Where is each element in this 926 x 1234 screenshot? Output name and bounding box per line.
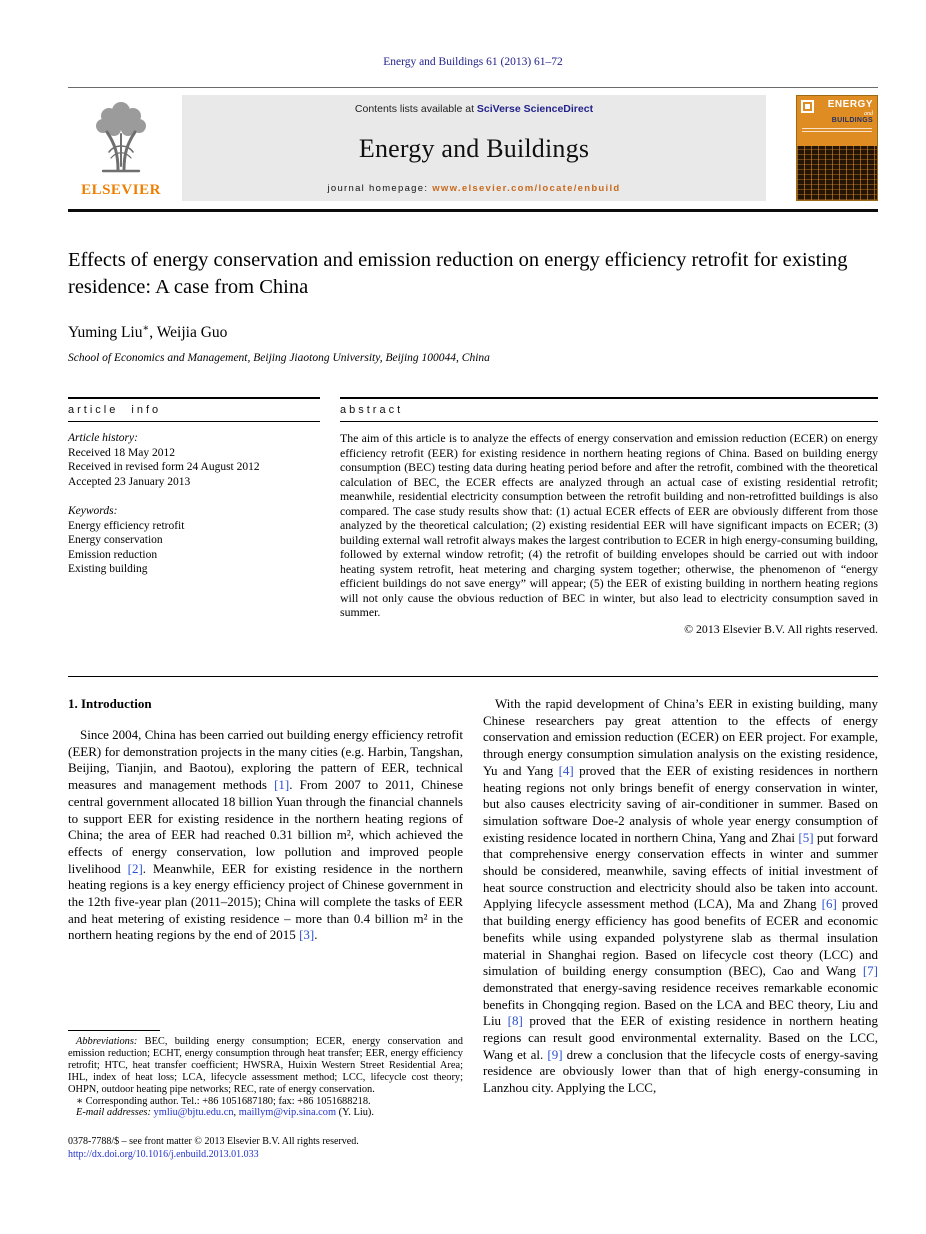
abbreviations-label: Abbreviations:	[76, 1036, 145, 1047]
email-suffix: (Y. Liu).	[336, 1107, 374, 1119]
author-2: , Weijia Guo	[149, 324, 228, 342]
introduction-heading: 1. Introduction	[68, 696, 152, 711]
sciverse-sciencedirect-link[interactable]: SciVerse ScienceDirect	[476, 103, 594, 115]
keyword-item: Energy efficiency retrofit	[68, 519, 185, 532]
body-right-column	[483, 696, 878, 1097]
cover-title-buildings: BUILDINGS	[831, 116, 873, 124]
citation-ref[interactable]: [3]	[299, 927, 315, 943]
history-item: Received 18 May 2012	[68, 446, 175, 459]
masthead-center-panel	[182, 95, 766, 201]
contents-line	[355, 103, 593, 115]
abbreviations-text: BEC, building energy consumption; ECER, energy conservation and emission reduction; ECHT, energy consumption through heat transfer; EER, energy efficiency retrofit; HTC, heat transfer coefficient; HWSRA, Huixin Western Street Residential Area; IHL, index of heat loss; LCA, lifecycle assessment method; LCC, lifecycle cost theory; OHPN, outdoor heating pipe networks; REC, rate of energy conservation.	[68, 1036, 464, 1095]
abbreviations-note	[68, 1036, 463, 1096]
doi-link[interactable]: http://dx.doi.org/10.1016/j.enbuild.2013.01.033	[68, 1148, 259, 1160]
article-info-column	[68, 397, 320, 637]
article-info-heading: article info	[68, 397, 320, 422]
article-title: Effects of energy conservation and emission reduction on energy efficiency retrofit for existing residence: A case from China	[68, 249, 848, 299]
email-link-2[interactable]: maillym@vip.sina.com	[238, 1107, 337, 1119]
literature-review-paragraph: With the rapid development of China’s EER in existing building, many Chinese researchers pay great attention to the effects of energy conservation and emission reduction (ECER) on EER project. For example, through energy consumption simulation analysis on the existing residence, Yu and Yang [4] proved that the EER of existing residences in northern heating regions not only brings benefit of energy conservation in winter, but also causes electricity saving of air-conditioner in summer. Based on simulation software Doe-2 analysis of whole year energy consumption of existing residence located in northern China, Yang and Zhai [5] put forward that comprehensive energy conservation effects in winter and summer should be considered, meanwhile, saving effects of initial investment of heat source construction and electricity should also be taken into account. Applying lifecycle assessment method (LCA), Ma and Zhang [6] proved that building energy efficiency has good benefits of ECER and economic benefits while using expanded polystyrene slab as thermal insulation material in Shanghai region. Based on lifecycle cost theory (LCC) and simulation of building energy consumption (BEC), Cao and Wang [7] demonstrated that energy-saving residence receives remarkable economic benefits in Chongqing region. Based on the LCA and BEC theory, Liu and Liu [8] proved that the EER of existing residence in northern heating regions can result good environmental externality. Based on the LCC, Wang et al. [9] drew a conclusion that the lifecycle costs of energy-saving residence are obviously lower than that of high energy-consuming in Lanzhou city. Applying the LCC,	[483, 696, 879, 1096]
email-link-1[interactable]: ymliu@bjtu.edu.cn	[153, 1107, 234, 1119]
journal-citation: Energy and Buildings 61 (2013) 61–72	[383, 56, 563, 68]
imprint-block	[68, 1136, 359, 1161]
journal-title: Energy and Buildings	[358, 134, 590, 163]
keyword-item: Energy conservation	[68, 534, 163, 546]
keywords-block	[68, 504, 320, 577]
homepage-line	[327, 183, 620, 194]
abstract-column	[340, 397, 878, 637]
issn-copyright-line: 0378-7788/$ – see front matter © 2013 Elsevier B.V. All rights reserved.	[68, 1136, 359, 1147]
masthead	[68, 95, 878, 201]
cover-title-energy: ENERGY	[827, 99, 873, 110]
cover-logo-square	[801, 100, 814, 113]
cover-decoration-lines	[802, 128, 872, 132]
history-item: Received in revised form 24 August 2012	[68, 461, 260, 473]
journal-homepage-link[interactable]: www.elsevier.com/locate/enbuild	[432, 183, 621, 194]
article-history-label: Article history:	[68, 432, 138, 444]
journal-cover-thumbnail	[796, 95, 878, 201]
corresponding-author-marker: ∗	[142, 323, 150, 334]
introduction-paragraph: Since 2004, China has been carried out building energy efficiency retrofit (EER) for demonstration projects in the many cities (e.g. Harbin, Tangshan, Beijing, Tianjin, and Baotou), exploring the pattern of EER, technical measures and management methods [1]. From 2007 to 2011, Chinese central government allocated 18 billion Yuan through the financial channels to support EER for existing residence in the northern heating regions of China; the area of EER had reached 0.31 billion m², which achieved the effects of energy conservation, low pollution and improved people livelihood [2]. Meanwhile, EER for existing residence in the northern heating regions is a key energy efficiency project of Chinese government in the 12th five-year plan (2011–2015); China will complete the tasks of EER and heat metering of existing residence – more than 0.4 billion m² in the northern heating regions by the end of 2015 [3].	[68, 727, 464, 943]
citation-ref[interactable]: [6]	[821, 896, 837, 912]
contents-prefix: Contents lists available at	[354, 103, 477, 115]
affiliation: School of Economics and Management, Beijing Jiaotong University, Beijing 100044, China	[68, 352, 490, 364]
homepage-label: journal homepage:	[327, 183, 433, 194]
citation-ref[interactable]: [4]	[558, 762, 574, 778]
abstract-heading: abstract	[340, 397, 878, 422]
author-1: Yuming Liu	[68, 324, 143, 342]
abstract-bottom-divider	[68, 676, 878, 677]
cover-title-and: and	[864, 110, 873, 117]
masthead-divider	[68, 209, 878, 212]
author-line	[68, 323, 227, 342]
info-abstract-section	[68, 397, 878, 637]
cover-building-photo	[797, 146, 877, 200]
footnote-divider	[68, 1030, 160, 1031]
keyword-item: Emission reduction	[68, 548, 158, 561]
citation-ref[interactable]: [7]	[862, 963, 878, 979]
history-item: Accepted 23 January 2013	[68, 475, 191, 488]
elsevier-wordmark: ELSEVIER	[81, 182, 161, 198]
abstract-text: The aim of this article is to analyze the effects of energy conservation and emission reduction (ECER) on energy efficiency retrofit (EER) for existing residence in northern heating regions of China. Based on building energy consumption (BEC) testing data during heating period before and after the retrofit, combined with the theoretical calculation of BEC, the ECER effects are analyzed through an actual case of existing residential retrofit; meanwhile, residential electricity consumption between the retrofit building and non-retrofitted buildings is also compared. The case study results show that: (1) actual ECER effects of EER are obviously different from those analyzed by the theoretical calculation; (2) existing residential EER will have significant impacts on ECER; (3) building external wall retrofit always makes the largest contribution to ECER in high energy-consuming building, followed by external window retrofit; (4) the retrofit of building envelopes should be carried out with indoor heating system retrofit, heat metering and charging system together; otherwise, the phenomenon of “energy efficient buildings do not save energy” will appear; (5) the EER of existing building in northern heating regions will not only cause the obvious reduction of BEC in winter, but also lead to electricity consumption saved in summer.	[340, 431, 878, 619]
top-divider	[68, 87, 878, 88]
citation-ref[interactable]: [2]	[127, 860, 143, 876]
first-page-footnote	[68, 1030, 463, 1119]
citation-ref[interactable]: [9]	[547, 1046, 563, 1062]
corresponding-author-note: ∗ Corresponding author. Tel.: +86 1051687180; fax: +86 1051688218.	[76, 1095, 371, 1107]
elsevier-tree-icon	[79, 96, 163, 181]
email-line	[68, 1107, 463, 1119]
keyword-item: Existing building	[68, 563, 148, 575]
citation-ref[interactable]: [5]	[798, 829, 814, 845]
email-separator: ,	[233, 1107, 239, 1119]
citation-ref[interactable]: [1]	[274, 777, 290, 793]
keywords-label: Keywords:	[68, 505, 118, 517]
citation-ref[interactable]: [8]	[507, 1013, 523, 1029]
elsevier-logo	[68, 95, 174, 201]
email-label: E-mail addresses:	[76, 1107, 154, 1119]
abstract-copyright: © 2013 Elsevier B.V. All rights reserved.	[684, 621, 878, 636]
